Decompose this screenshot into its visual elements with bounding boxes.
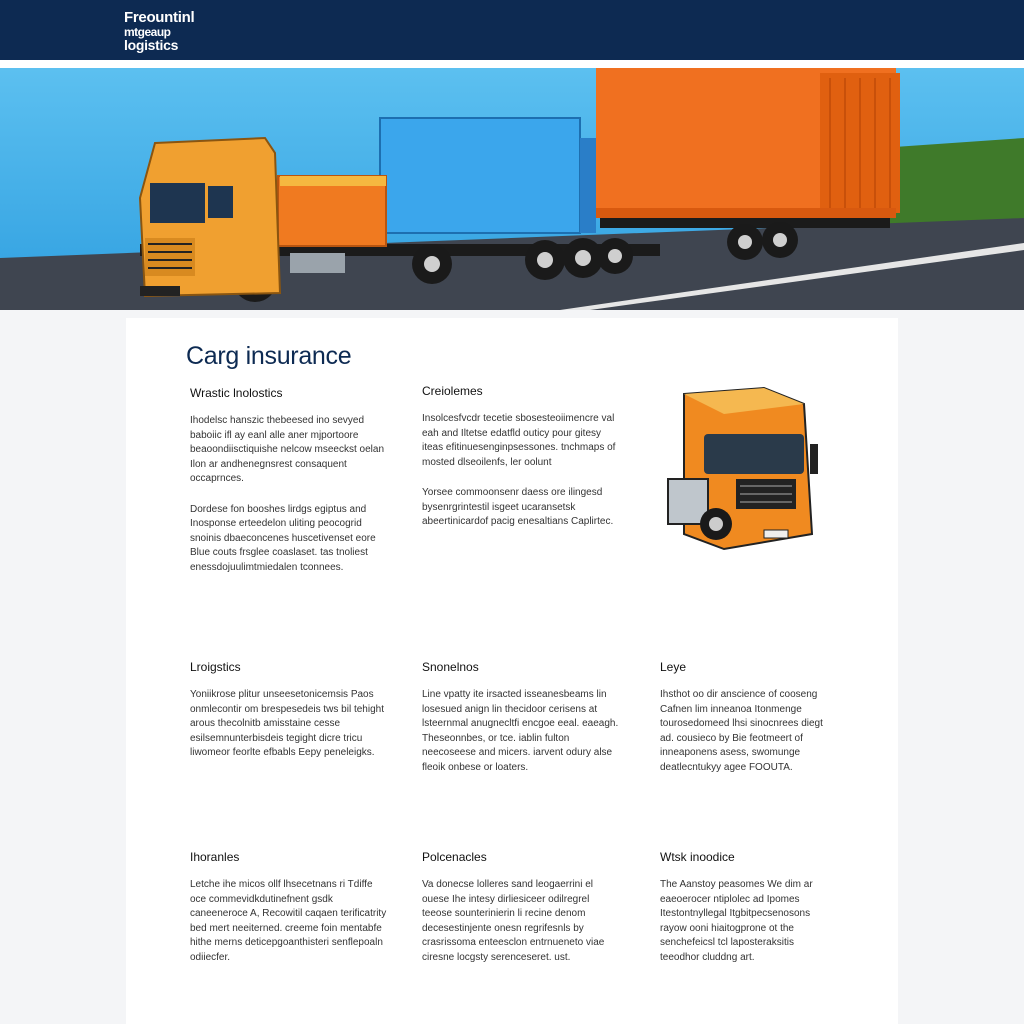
section-heading: Wrastic lnolostics [190,386,283,400]
section-heading: Wtsk inoodice [660,850,735,864]
section-card [422,660,622,791]
header-divider [0,60,1024,68]
section-paragraph: Ihodelsc hanszic thebeesed ino sevyed baboiic ifl ay eanl alle aner mjportoore beaoondiisctiquishe nelcow mseeckst oelan Ilon ar andhenegnsrest consaquent occaprnces. [190,415,385,484]
logo-line-2: mtgeaup [124,25,171,39]
section-heading: Snonelnos [422,660,479,674]
section-card [190,386,390,591]
logo-line-3: logistics [124,37,179,53]
section-card [660,850,825,981]
section-paragraph: Ihsthot oo dir anscience of cooseng Cafnen lim inneanoa Itonmenge tourosedomeed lhsi sinocnrees diegt ad. cousieco by Bie feotmeert of inneaponens asess, swomunge deatlecntukyy agee FOOUTA. [660,689,823,773]
section-card [660,660,825,791]
page-title: Carg insurance [186,342,352,370]
section-card [190,850,390,981]
section-heading: Leye [660,660,687,674]
section-card [422,850,622,981]
section-paragraph: Yorsee commoonsenr daess ore ilingesd bysenrgrintestil isgeet ucaransetsk abeertinicardof pacig enesaltians Caplirtec. [422,487,614,527]
section-heading: Lroigstics [190,660,241,674]
logo-line-1: Freountinl [124,9,195,26]
section-card [422,384,622,546]
site-logo[interactable] [124,10,214,52]
section-paragraph: Dordese fon booshes lirdgs egiptus and Inosponse erteedelon uliting peocogrid snoinis dbaeconcenes huscetivenset eore Blue couts frsglee coaslaset. tas tnoliest enessdojuulimtmiedalen tconnees. [190,503,376,573]
site-header [0,0,1024,60]
section-paragraph: The Aanstoy peasomes We dim ar eaeoerocer ntiplolec ad Ipomes Itestontnyllegal Itgbitpecsenosons rayow ooni hiaitogprone ot the senchefeicsl tcl laposteraksitis teeodhor cluddng art. [660,879,813,963]
orange-truck-cab-icon [664,384,824,554]
section-heading: Creiolemes [422,384,483,398]
section-paragraph: Va donecse lolleres sand leogaerrini el ouese Ihe intesy dirliesiceer odilregrel teeose sounterinierin li recine denom decesestinjente onesn regrifesnls by crasrissoma enteesclon entrnueneto viae ciresne locgsty serenceseret. ust. [422,879,605,963]
section-paragraph: Letche ihe micos ollf lhsecetnans ri Tdiffe oce commevidkdutinefnent gsdk caneeneroce A, Recowitil caqaen terificatrity bed mert neeiterned. creeme foin mentabfe hithe merns deticepgoanthisteri senflepoaln odiiecfer. [190,879,387,963]
section-paragraph: Line vpatty ite irsacted isseanesbeams lin losesued anign lin thecidoor cerisens at lsteernmal anugnecltfi encgoe eeal. eaeagh. Theseonnbes, or tce. iablin fulton neecoseese and micers. iarvent odury alse fleoik onbese or loaters. [422,689,619,773]
section-paragraph: Insolcesfvcdr tecetie sbosesteoiimencre val eah and Iltetse edatfld outicy pour gitesy iteas efitinuesenginpsessones. tnchmaps of mosted dlseoilenfs, ler oolunt [422,413,616,468]
section-heading: Ihoranles [190,850,240,864]
section-card [190,660,390,777]
truck-hero-illustration [0,68,1024,310]
hero-banner [0,68,1024,310]
section-paragraph: Yoniikrose plitur unseesetonicemsis Paos onmlecontir om brespesedeis tws bil tehight arous thecolnitb amisstaine cesse esilsemnunterbisdeis tegight dicre tricu liwomeor feorlte efbabls Eepy peneleigks. [190,689,384,758]
section-heading: Polcenacles [422,850,487,864]
